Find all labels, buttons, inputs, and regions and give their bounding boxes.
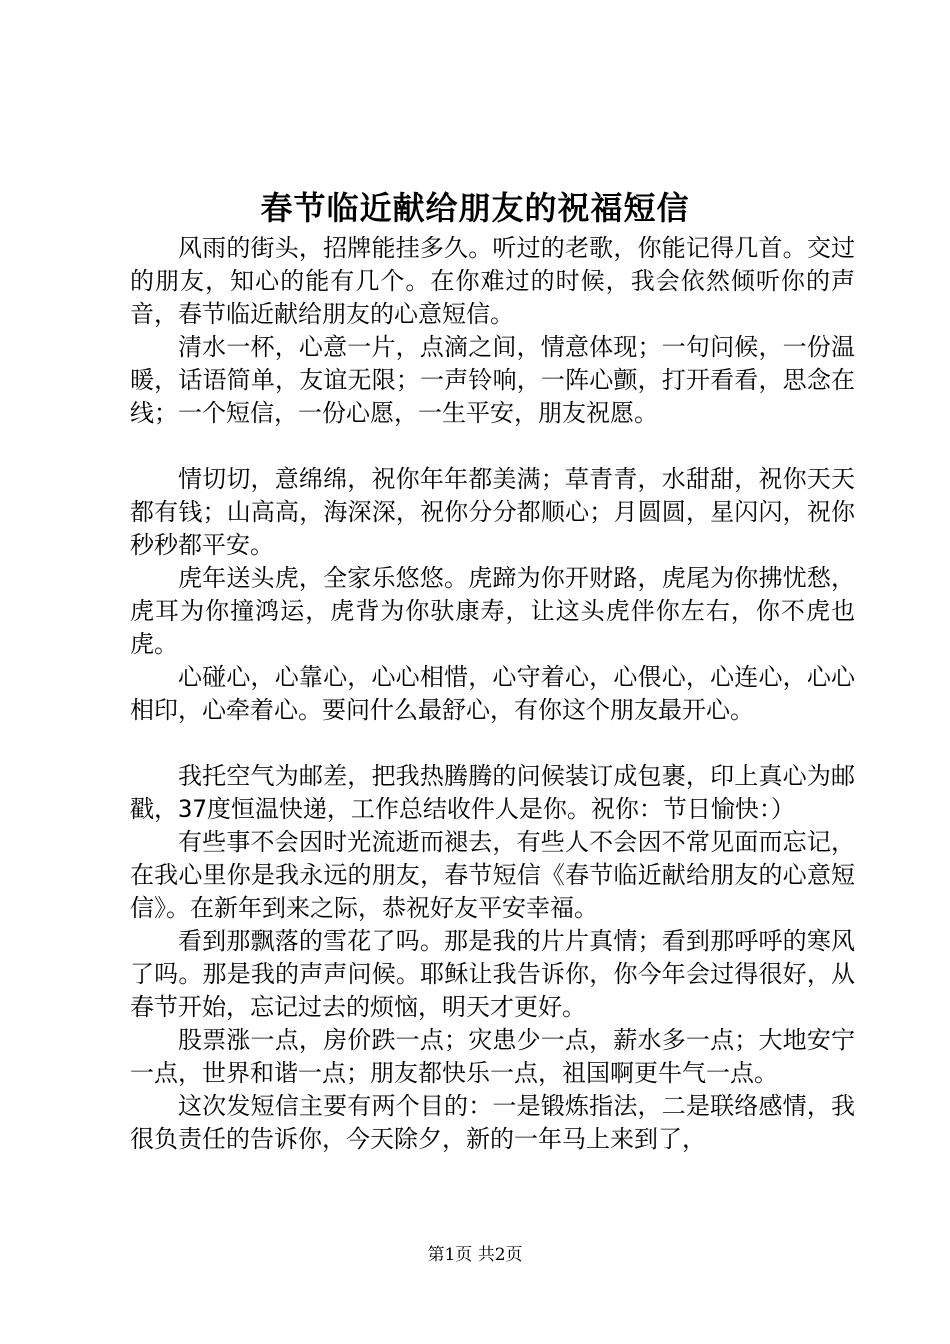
page-footer: 第1页 共2页 [427,1245,523,1265]
paragraph: 心碰心，心靠心，心心相惜，心守着心，心偎心，心连心，心心相印，心牵着心。要问什么最舒心，有你这个朋友最开心。 [130,663,855,724]
paragraph: 风雨的街头，招牌能挂多久。听过的老歌，你能记得几首。交过的朋友，知心的能有几个。在你难过的时候，我会依然倾听你的声音，春节临近献给朋友的心意短信。 [130,234,855,328]
paragraph: 看到那飘落的雪花了吗。那是我的片片真情；看到那呼呼的寒风了吗。那是我的声声问候。耶稣让我告诉你，你今年会过得很好，从春节开始，忘记过去的烦恼，明天才更好。 [130,927,855,1021]
document-body [130,232,855,1156]
paragraph: 这次发短信主要有两个目的：一是锻炼指法，二是联络感情，我很负责任的告诉你，今天除夕，新的一年马上来到了， [130,1092,855,1153]
paragraph: 清水一杯，心意一片，点滴之间，情意体现；一句问候，一份温暖，话语简单，友谊无限；一声铃响，一阵心颤，打开看看，思念在线；一个短信，一份心愿，一生平安，朋友祝愿。 [130,333,855,427]
paragraph: 股票涨一点，房价跌一点；灾患少一点，薪水多一点；大地安宁一点，世界和谐一点；朋友都快乐一点，祖国啊更牛气一点。 [130,1026,855,1087]
document-title: 春节临近献给朋友的祝福短信 [260,189,690,227]
paragraph: 情切切，意绵绵，祝你年年都美满；草青青，水甜甜，祝你天天都有钱；山高高，海深深，祝你分分都顺心；月圆圆，星闪闪，祝你秒秒都平安。 [130,465,855,559]
paragraph: 我托空气为邮差，把我热腾腾的问候装订成包裹，印上真心为邮戳，37度恒温快递，工作总结收件人是你。祝你：节日愉快：） [130,762,855,823]
paragraph: 有些事不会因时光流逝而褪去，有些人不会因不常见面而忘记，在我心里你是我永远的朋友，春节短信《春节临近献给朋友的心意短信》。在新年到来之际，恭祝好友平安幸福。 [130,828,855,922]
paragraph: 虎年送头虎，全家乐悠悠。虎蹄为你开财路，虎尾为你拂忧愁，虎耳为你撞鸿运，虎背为你驮康寿，让这头虎伴你左右，你不虎也虎。 [130,564,855,658]
